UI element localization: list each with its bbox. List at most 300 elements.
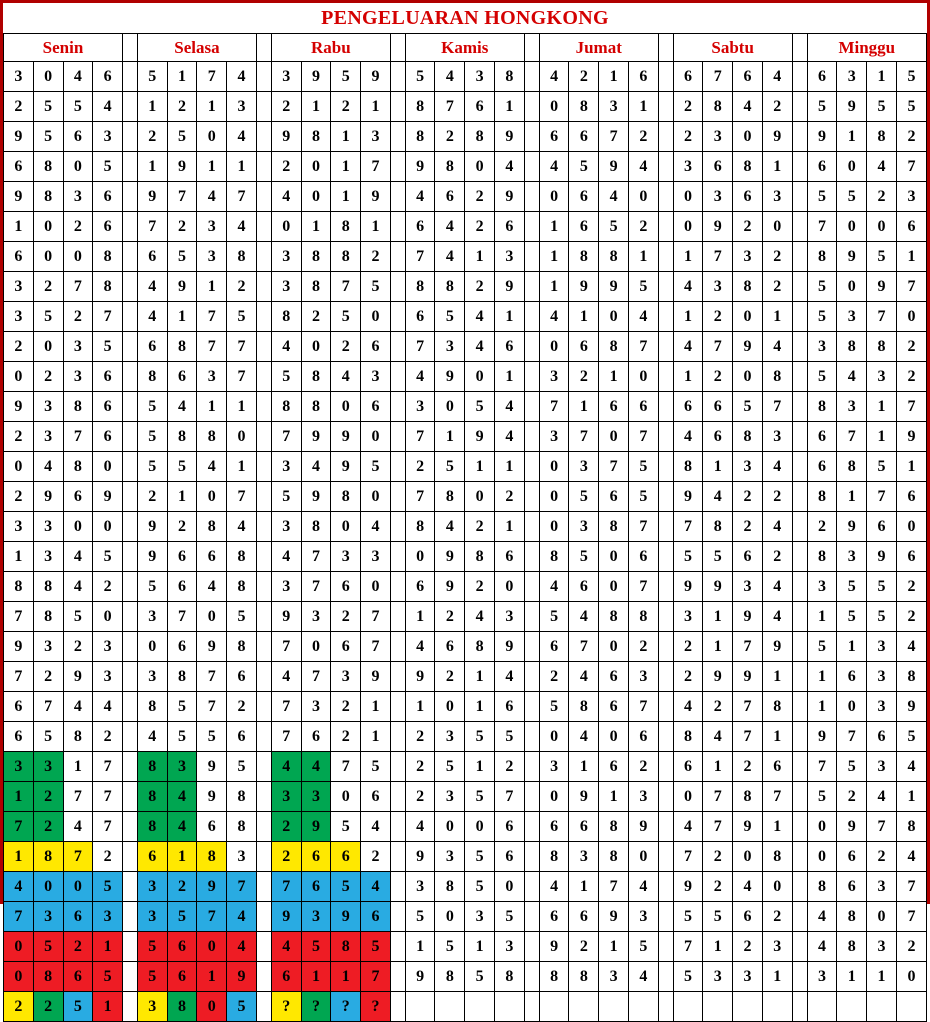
digit-cell: 7 xyxy=(628,512,658,542)
digit-cell: 4 xyxy=(673,812,703,842)
digit-cell: 2 xyxy=(4,992,34,1022)
digit-cell: 9 xyxy=(271,902,301,932)
cell-separator xyxy=(123,662,138,692)
digit-cell: 5 xyxy=(807,182,837,212)
digit-cell: 1 xyxy=(703,602,733,632)
digit-cell: 5 xyxy=(93,152,123,182)
digit-cell: 4 xyxy=(599,182,629,212)
cell-separator xyxy=(524,62,539,92)
digit-cell: 5 xyxy=(33,722,63,752)
column-header-sabtu: Sabtu xyxy=(673,34,792,62)
cell-separator xyxy=(390,332,405,362)
digit-cell xyxy=(435,992,465,1022)
cell-separator xyxy=(524,152,539,182)
digit-cell: 2 xyxy=(807,512,837,542)
digit-cell: 0 xyxy=(628,182,658,212)
digit-cell: 0 xyxy=(361,422,391,452)
table-row xyxy=(4,212,927,242)
cell-separator xyxy=(524,872,539,902)
digit-cell: 1 xyxy=(167,482,197,512)
digit-cell: 8 xyxy=(762,842,792,872)
digit-cell: 7 xyxy=(63,272,93,302)
digit-cell: 0 xyxy=(733,122,763,152)
digit-cell: 8 xyxy=(167,662,197,692)
digit-cell: 1 xyxy=(762,302,792,332)
digit-cell: 4 xyxy=(227,62,257,92)
digit-cell: 7 xyxy=(405,242,435,272)
digit-cell: 4 xyxy=(271,182,301,212)
digit-cell: 4 xyxy=(63,542,93,572)
digit-cell: 3 xyxy=(495,242,525,272)
digit-cell: 2 xyxy=(495,482,525,512)
digit-cell: 8 xyxy=(167,332,197,362)
digit-cell: 8 xyxy=(33,962,63,992)
cell-separator xyxy=(524,902,539,932)
digit-cell: 3 xyxy=(93,632,123,662)
cell-separator xyxy=(658,932,673,962)
digit-cell: 2 xyxy=(896,602,926,632)
cell-separator xyxy=(792,392,807,422)
digit-cell: 0 xyxy=(301,182,331,212)
digit-cell: 1 xyxy=(837,122,867,152)
digit-cell: 2 xyxy=(361,242,391,272)
digit-cell: 4 xyxy=(896,752,926,782)
digit-cell: 3 xyxy=(93,122,123,152)
digit-cell: 5 xyxy=(837,182,867,212)
digit-cell: 1 xyxy=(896,452,926,482)
digit-cell: 5 xyxy=(867,572,897,602)
digit-cell: 0 xyxy=(93,602,123,632)
digit-cell: 5 xyxy=(599,212,629,242)
digit-cell: 1 xyxy=(435,422,465,452)
digit-cell: 7 xyxy=(227,482,257,512)
digit-cell: 8 xyxy=(837,902,867,932)
digit-cell: 2 xyxy=(331,92,361,122)
digit-cell: 1 xyxy=(599,932,629,962)
digit-cell: 1 xyxy=(762,962,792,992)
digit-cell: 8 xyxy=(539,842,569,872)
digit-cell: 2 xyxy=(703,362,733,392)
digit-cell: 5 xyxy=(197,722,227,752)
digit-cell: 8 xyxy=(465,542,495,572)
digit-cell: 6 xyxy=(837,662,867,692)
cell-separator xyxy=(792,92,807,122)
digit-cell: 9 xyxy=(762,122,792,152)
digit-cell: 5 xyxy=(703,902,733,932)
digit-cell: 1 xyxy=(896,242,926,272)
digit-cell: 4 xyxy=(539,302,569,332)
digit-cell: 4 xyxy=(762,572,792,602)
digit-cell: 7 xyxy=(762,782,792,812)
digit-cell: 3 xyxy=(673,602,703,632)
cell-separator xyxy=(792,452,807,482)
digit-cell: 0 xyxy=(896,512,926,542)
digit-cell: 0 xyxy=(539,92,569,122)
digit-cell: 6 xyxy=(495,812,525,842)
digit-cell: 0 xyxy=(539,182,569,212)
digit-cell: 1 xyxy=(599,362,629,392)
digit-cell: 2 xyxy=(762,92,792,122)
digit-cell: 4 xyxy=(361,512,391,542)
digit-cell: 0 xyxy=(197,992,227,1022)
digit-cell: 5 xyxy=(435,932,465,962)
digit-cell: 6 xyxy=(435,632,465,662)
digit-cell: 6 xyxy=(539,902,569,932)
digit-cell: 7 xyxy=(733,692,763,722)
digit-cell: 0 xyxy=(599,722,629,752)
digit-cell: 5 xyxy=(495,902,525,932)
digit-cell: 1 xyxy=(569,872,599,902)
cell-separator xyxy=(390,692,405,722)
digit-cell: 0 xyxy=(599,422,629,452)
digit-cell: 3 xyxy=(301,602,331,632)
digit-cell: 2 xyxy=(673,632,703,662)
table-row xyxy=(4,992,927,1022)
digit-cell: 9 xyxy=(703,212,733,242)
digit-cell: 5 xyxy=(495,722,525,752)
digit-cell: 8 xyxy=(271,302,301,332)
cell-separator xyxy=(123,152,138,182)
table-row xyxy=(4,332,927,362)
digit-cell: 3 xyxy=(569,842,599,872)
digit-cell: 3 xyxy=(837,542,867,572)
digit-cell: 9 xyxy=(703,662,733,692)
digit-cell: 4 xyxy=(93,92,123,122)
digit-cell: 2 xyxy=(703,842,733,872)
digit-cell: 7 xyxy=(896,152,926,182)
cell-separator xyxy=(658,62,673,92)
digit-cell: 5 xyxy=(93,332,123,362)
digit-cell: 1 xyxy=(495,452,525,482)
digit-cell: 0 xyxy=(4,962,34,992)
digit-cell: 9 xyxy=(301,422,331,452)
digit-cell: 7 xyxy=(733,632,763,662)
digit-cell: 5 xyxy=(167,122,197,152)
digit-cell: 0 xyxy=(837,152,867,182)
digit-cell: 7 xyxy=(673,932,703,962)
digit-cell: 3 xyxy=(867,692,897,722)
digit-cell: 3 xyxy=(703,962,733,992)
digit-cell: 2 xyxy=(762,482,792,512)
digit-cell: 6 xyxy=(703,392,733,422)
digit-cell: 6 xyxy=(569,332,599,362)
digit-cell: 3 xyxy=(539,752,569,782)
digit-cell: 1 xyxy=(361,212,391,242)
digit-cell: 1 xyxy=(361,692,391,722)
digit-cell: 1 xyxy=(495,512,525,542)
cell-separator xyxy=(524,362,539,392)
digit-cell: 8 xyxy=(331,212,361,242)
digit-cell: 8 xyxy=(227,542,257,572)
digit-cell: 5 xyxy=(361,272,391,302)
digit-cell: 5 xyxy=(807,272,837,302)
digit-cell: 9 xyxy=(4,392,34,422)
digit-cell: 9 xyxy=(495,182,525,212)
digit-cell: 7 xyxy=(435,92,465,122)
cell-separator xyxy=(256,152,271,182)
digit-cell: 4 xyxy=(93,692,123,722)
digit-cell: 9 xyxy=(4,122,34,152)
digit-cell: 5 xyxy=(673,962,703,992)
digit-cell: 7 xyxy=(539,392,569,422)
digit-cell: 7 xyxy=(271,632,301,662)
table-header xyxy=(4,34,927,62)
digit-cell: 9 xyxy=(137,512,167,542)
digit-cell: 4 xyxy=(569,662,599,692)
digit-cell: 6 xyxy=(673,62,703,92)
digit-cell: 9 xyxy=(495,272,525,302)
digit-cell: 9 xyxy=(167,152,197,182)
digit-cell: 4 xyxy=(495,152,525,182)
digit-cell: 3 xyxy=(137,992,167,1022)
digit-cell: 5 xyxy=(227,752,257,782)
cell-separator xyxy=(256,632,271,662)
digit-cell xyxy=(733,992,763,1022)
digit-cell: 9 xyxy=(167,272,197,302)
digit-cell: 6 xyxy=(599,662,629,692)
digit-cell: 0 xyxy=(465,362,495,392)
digit-cell: 5 xyxy=(227,602,257,632)
digit-cell: ? xyxy=(361,992,391,1022)
digit-cell: 4 xyxy=(271,752,301,782)
digit-cell: 3 xyxy=(361,362,391,392)
digit-cell: 3 xyxy=(93,662,123,692)
cell-separator xyxy=(256,992,271,1022)
digit-cell: 2 xyxy=(63,932,93,962)
digit-cell: 5 xyxy=(628,452,658,482)
table-row xyxy=(4,812,927,842)
digit-cell: 2 xyxy=(405,782,435,812)
digit-cell: 3 xyxy=(599,962,629,992)
digit-cell: 9 xyxy=(495,632,525,662)
digit-cell: 7 xyxy=(703,62,733,92)
digit-cell: 6 xyxy=(896,482,926,512)
digit-cell: 3 xyxy=(539,362,569,392)
digit-cell: 1 xyxy=(673,242,703,272)
digit-cell: 3 xyxy=(63,182,93,212)
digit-cell: 4 xyxy=(405,362,435,392)
digit-cell: 5 xyxy=(331,302,361,332)
digit-cell: 6 xyxy=(331,842,361,872)
digit-cell: 7 xyxy=(4,812,34,842)
digit-cell: 0 xyxy=(301,332,331,362)
column-header-senin: Senin xyxy=(4,34,123,62)
digit-cell: 0 xyxy=(33,212,63,242)
digit-cell: 2 xyxy=(673,122,703,152)
digit-cell: 1 xyxy=(465,932,495,962)
digit-cell: 8 xyxy=(63,392,93,422)
digit-cell: 3 xyxy=(33,542,63,572)
digit-cell: 1 xyxy=(465,242,495,272)
digit-cell: 9 xyxy=(301,482,331,512)
digit-cell: 3 xyxy=(271,782,301,812)
cell-separator xyxy=(658,992,673,1022)
cell-separator xyxy=(390,242,405,272)
digit-cell: 6 xyxy=(569,122,599,152)
digit-cell: 9 xyxy=(93,482,123,512)
digit-cell: 8 xyxy=(837,332,867,362)
digit-cell xyxy=(762,992,792,1022)
digit-cell: 9 xyxy=(33,482,63,512)
table-row xyxy=(4,872,927,902)
digit-cell: 6 xyxy=(361,902,391,932)
digit-cell: 7 xyxy=(197,662,227,692)
digit-cell: 0 xyxy=(197,122,227,152)
digit-cell: 9 xyxy=(361,182,391,212)
digit-cell: 2 xyxy=(733,752,763,782)
cell-separator xyxy=(524,842,539,872)
digit-cell: 8 xyxy=(137,692,167,722)
digit-cell: 6 xyxy=(167,932,197,962)
digit-cell: 3 xyxy=(33,392,63,422)
digit-cell xyxy=(703,992,733,1022)
cell-separator xyxy=(524,632,539,662)
digit-cell: 7 xyxy=(197,902,227,932)
digit-cell: 8 xyxy=(673,722,703,752)
digit-cell: 3 xyxy=(495,932,525,962)
digit-cell: 6 xyxy=(465,92,495,122)
table-row xyxy=(4,692,927,722)
digit-cell: 8 xyxy=(137,362,167,392)
column-header-minggu: Minggu xyxy=(807,34,926,62)
cell-separator xyxy=(792,542,807,572)
digit-cell: 8 xyxy=(63,722,93,752)
cell-separator xyxy=(524,482,539,512)
digit-cell: 5 xyxy=(405,62,435,92)
digit-cell: 2 xyxy=(405,752,435,782)
digit-cell: 9 xyxy=(405,962,435,992)
digit-cell: 4 xyxy=(167,392,197,422)
cell-separator xyxy=(390,962,405,992)
digit-cell: 6 xyxy=(405,212,435,242)
digit-cell: 8 xyxy=(539,542,569,572)
digit-cell: 1 xyxy=(301,92,331,122)
digit-cell: 5 xyxy=(837,572,867,602)
digit-cell: 8 xyxy=(137,752,167,782)
digit-cell: 8 xyxy=(331,242,361,272)
digit-cell: 9 xyxy=(673,482,703,512)
digit-cell: 2 xyxy=(733,482,763,512)
digit-cell: 2 xyxy=(539,662,569,692)
cell-separator xyxy=(390,632,405,662)
cell-separator xyxy=(658,752,673,782)
digit-cell: 7 xyxy=(867,812,897,842)
digit-cell: 8 xyxy=(896,812,926,842)
digit-cell: 7 xyxy=(361,602,391,632)
column-separator xyxy=(792,34,807,62)
cell-separator xyxy=(792,332,807,362)
digit-cell: 4 xyxy=(405,812,435,842)
digit-cell: 1 xyxy=(167,62,197,92)
digit-cell: 7 xyxy=(227,872,257,902)
digit-cell: 2 xyxy=(301,302,331,332)
cell-separator xyxy=(792,422,807,452)
digit-cell: 0 xyxy=(271,212,301,242)
digit-cell: 4 xyxy=(733,872,763,902)
digit-cell: 8 xyxy=(435,152,465,182)
cell-separator xyxy=(123,542,138,572)
cell-separator xyxy=(792,152,807,182)
column-separator xyxy=(524,34,539,62)
digit-cell: 3 xyxy=(867,752,897,782)
digit-cell: 6 xyxy=(896,212,926,242)
digit-cell: 5 xyxy=(33,302,63,332)
digit-cell: 2 xyxy=(435,122,465,152)
digit-cell: 6 xyxy=(137,332,167,362)
cell-separator xyxy=(123,272,138,302)
digit-cell: 7 xyxy=(301,662,331,692)
digit-cell: 1 xyxy=(361,92,391,122)
digit-cell: 3 xyxy=(301,782,331,812)
digit-cell: 5 xyxy=(673,902,703,932)
digit-cell: 8 xyxy=(599,242,629,272)
digit-cell: 2 xyxy=(93,572,123,602)
digit-cell: 2 xyxy=(465,512,495,542)
cell-separator xyxy=(658,392,673,422)
cell-separator xyxy=(524,302,539,332)
digit-cell: 6 xyxy=(197,542,227,572)
digit-cell: 6 xyxy=(599,752,629,782)
digit-cell: 7 xyxy=(271,872,301,902)
digit-cell: 3 xyxy=(301,902,331,932)
digit-cell: 1 xyxy=(4,782,34,812)
digit-cell: 7 xyxy=(762,392,792,422)
digit-cell: 4 xyxy=(762,512,792,542)
digit-cell: 4 xyxy=(227,122,257,152)
digit-cell: 9 xyxy=(197,782,227,812)
digit-cell: 7 xyxy=(271,692,301,722)
digit-cell: 0 xyxy=(63,872,93,902)
digit-cell: 6 xyxy=(435,182,465,212)
digit-cell: 9 xyxy=(599,152,629,182)
digit-cell: 2 xyxy=(227,692,257,722)
digit-cell: 6 xyxy=(301,872,331,902)
digit-cell: 9 xyxy=(435,542,465,572)
digit-cell: 7 xyxy=(673,512,703,542)
digit-cell: 2 xyxy=(63,212,93,242)
digit-cell: 5 xyxy=(569,152,599,182)
column-separator xyxy=(390,34,405,62)
digit-cell: 8 xyxy=(837,452,867,482)
digit-cell: 1 xyxy=(867,392,897,422)
table-row xyxy=(4,272,927,302)
digit-cell: 5 xyxy=(271,362,301,392)
digit-cell: 5 xyxy=(465,872,495,902)
digit-cell: 3 xyxy=(733,572,763,602)
digit-cell: 9 xyxy=(673,872,703,902)
cell-separator xyxy=(123,572,138,602)
digit-cell: 1 xyxy=(495,302,525,332)
digit-cell: 4 xyxy=(33,452,63,482)
cell-separator xyxy=(256,812,271,842)
table-row xyxy=(4,572,927,602)
digit-cell: 9 xyxy=(271,602,301,632)
digit-cell: 4 xyxy=(63,812,93,842)
digit-cell: 8 xyxy=(896,662,926,692)
cell-separator xyxy=(123,782,138,812)
digit-cell: 3 xyxy=(227,842,257,872)
digit-cell: 1 xyxy=(762,722,792,752)
digit-cell: 3 xyxy=(271,272,301,302)
digit-cell: 4 xyxy=(361,812,391,842)
digit-cell: 3 xyxy=(762,182,792,212)
digit-cell: 5 xyxy=(867,452,897,482)
digit-cell: 0 xyxy=(361,302,391,332)
digit-cell: 0 xyxy=(361,482,391,512)
digit-cell: 0 xyxy=(599,542,629,572)
cell-separator xyxy=(792,632,807,662)
digit-cell: 3 xyxy=(271,452,301,482)
